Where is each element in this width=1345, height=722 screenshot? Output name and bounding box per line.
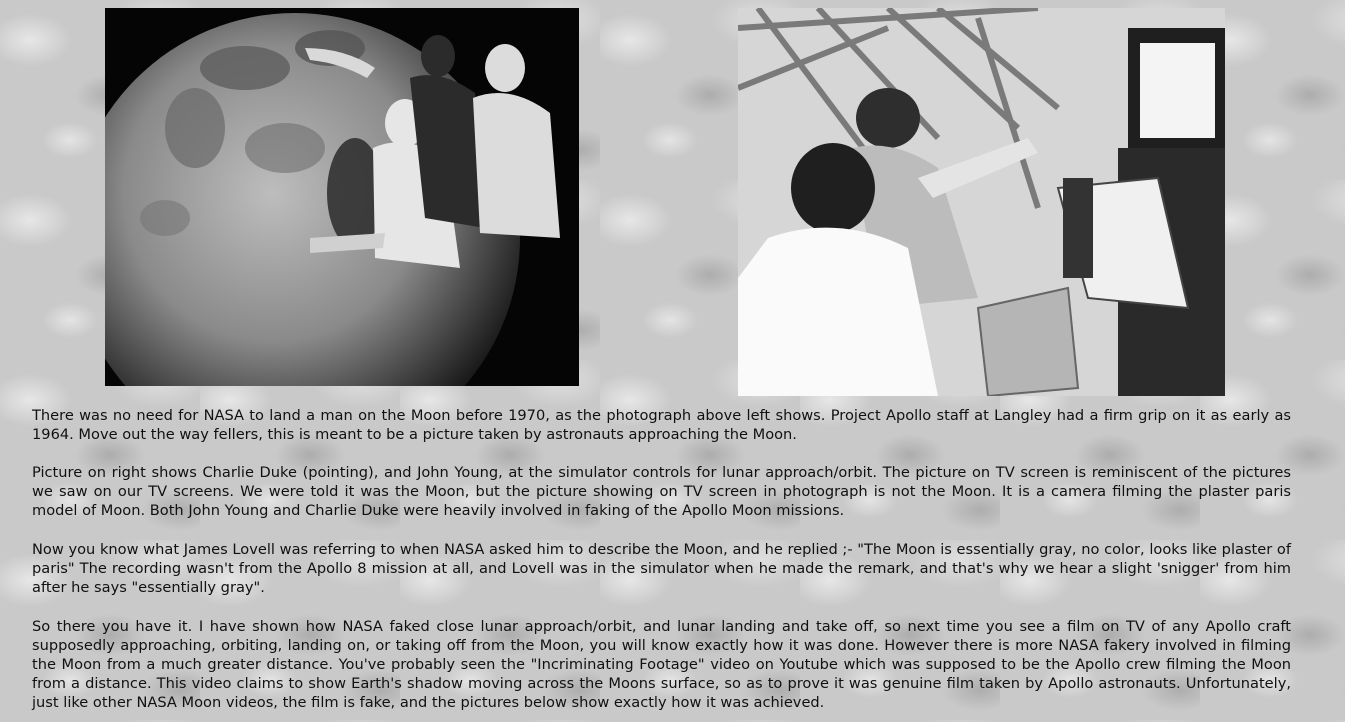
paragraph-simulator: Picture on right shows Charlie Duke (pointing), and John Young, at the simulator controls for lunar approach/orbit. The picture on TV screen is reminiscent of the pictures we saw on our TV screens. We were told it was the Moon, but the picture showing on TV screen in photograph is not the Moon. It is a camera filming the plaster paris model of Moon. Both John Young and Charlie Duke were heavily involved in faking of the Apollo Moon missions. (32, 464, 1291, 519)
paragraph-conclusion: So there you have it. I have shown how NASA faked close lunar approach/orbit, and lunar landing and take off, so next time you see a film on TV of any Apollo craft supposedly approaching, orbiting, landing on, or taking off from the Moon, you will know exactly how it was done. However there is more NASA fakery involved in filming the Moon from a much greater distance. You've probably seen the "Incriminating Footage" video on Youtube which was supposed to be the Apollo crew filming the Moon from a distance. This video claims to show Earth's shadow moving across the Moons surface, so as to prove it was genuine film taken by Apollo astronauts. Unfortunately, just like other NASA Moon videos, the film is fake, and the pictures below show exactly how it was achieved. (32, 618, 1291, 711)
moon-model-photo-graphic (105, 8, 579, 386)
simulator-photo (738, 8, 1225, 396)
paragraph-lovell-quote: Now you know what James Lovell was referring to when NASA asked him to describe the Moon, and he replied ;- "The Moon is essentially gray, no color, looks like plaster of paris" The recording wasn't from the Apollo 8 mission at all, and Lovell was in the simulator when he made the remark, and that's why we hear a slight 'snigger' from him after he says "essentially gray". (32, 541, 1291, 596)
simulator-photo-graphic (738, 8, 1225, 396)
moon-model-photo (105, 8, 579, 386)
paragraph-moon-model: There was no need for NASA to land a man on the Moon before 1970, as the photograph above left shows. Project Apollo staff at Langley had a firm grip on it as early as 1964. Move out the way fellers, this is meant to be a picture taken by astronauts approaching the Moon. (32, 407, 1291, 443)
